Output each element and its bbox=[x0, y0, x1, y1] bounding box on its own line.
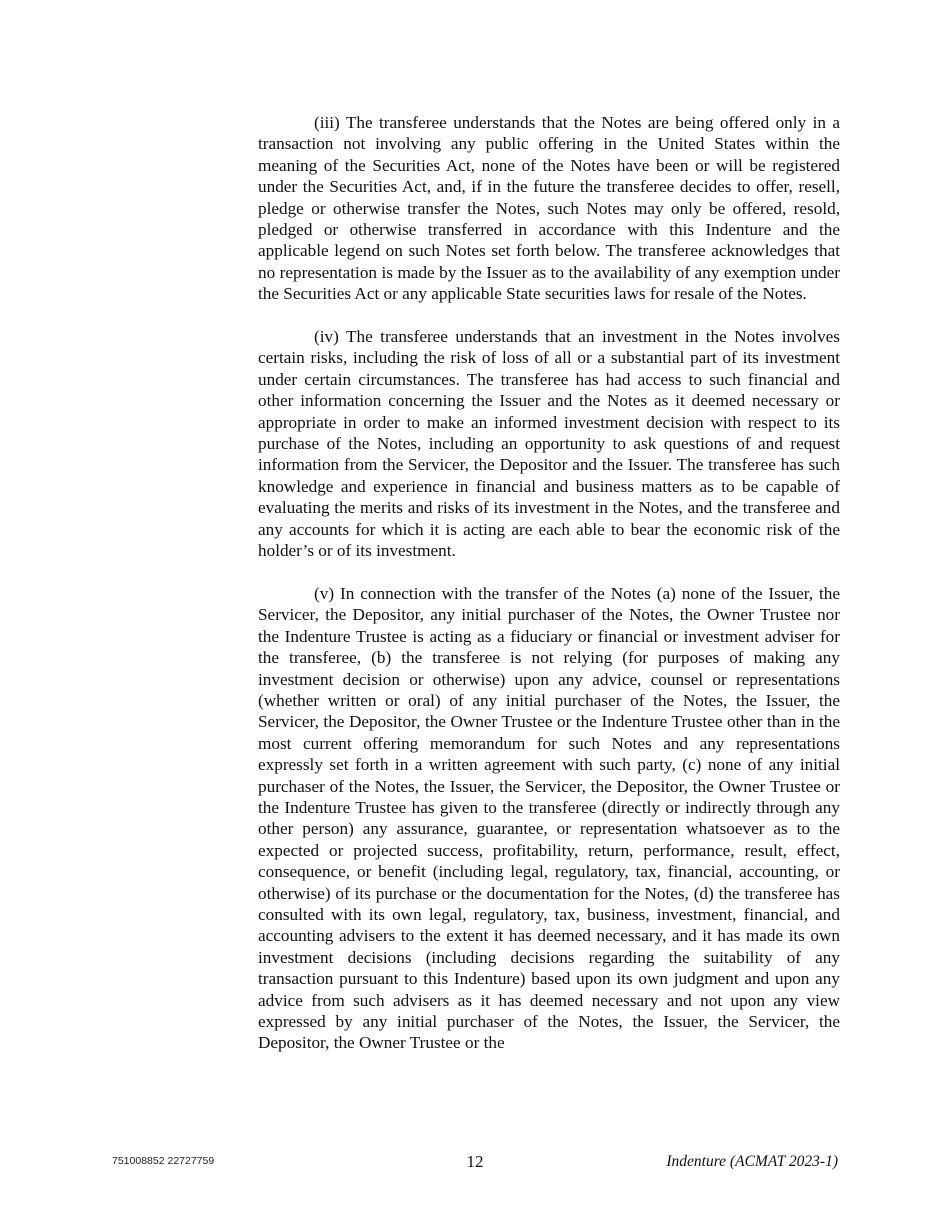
body-text bbox=[258, 112, 840, 1075]
footer-document-title: Indenture (ACMAT 2023-1) bbox=[666, 1153, 838, 1170]
footer-page-number: 12 bbox=[466, 1152, 484, 1171]
paragraph-iii: (iii) The transferee understands that the Notes are being offered only in a transaction not involving any public offering in the United States within the meaning of the Securities Act, none of the Notes have been or will be registered under the Securities Act, and, if in the future the transferee decides to offer, resell, pledge or otherwise transfer the Notes, such Notes may only be offered, resold, pledged or otherwise transferred in accordance with this Indenture and the applicable legend on such Notes set forth below. The transferee acknowledges that no representation is made by the Issuer as to the availability of any exemption under the Securities Act or any applicable State securities laws for resale of the Notes. bbox=[258, 113, 840, 304]
footer-document-id: 751008852 22727759 bbox=[112, 1155, 215, 1167]
paragraph-iv: (iv) The transferee understands that an investment in the Notes involves certain risks, including the risk of loss of all or a substantial part of its investment under certain circumstances. The transferee has had access to such financial and other information concerning the Issuer and the Notes as it deemed necessary or appropriate in order to make an informed investment decision with respect to its purchase of the Notes, including an opportunity to ask questions of and request information from the Servicer, the Depositor and the Issuer. The transferee has such knowledge and experience in financial and business matters as to be capable of evaluating the merits and risks of its investment in the Notes, and the transferee and any accounts for which it is acting are each able to bear the economic risk of the holder’s or of its investment. bbox=[258, 327, 840, 561]
paragraph-v: (v) In connection with the transfer of the Notes (a) none of the Issuer, the Servicer, the Depositor, any initial purchaser of the Notes, the Owner Trustee nor the Indenture Trustee is acting as a fiduciary or financial or investment adviser for the transferee, (b) the transferee is not relying (for purposes of making any investment decision or otherwise) upon any advice, counsel or representations (whether written or oral) of any initial purchaser of the Notes, the Issuer, the Servicer, the Depositor, the Owner Trustee or the Indenture Trustee other than in the most current offering memorandum for such Notes and any representations expressly set forth in a written agreement with such party, (c) none of any initial purchaser of the Notes, the Issuer, the Servicer, the Depositor, the Owner Trustee or the Indenture Trustee has given to the transferee (directly or indirectly through any other person) any assurance, guarantee, or representation whatsoever as to the expected or projected success, profitability, return, performance, result, effect, consequence, or benefit (including legal, regulatory, tax, financial, accounting, or otherwise) of its purchase or the documentation for the Notes, (d) the transferee has consulted with its own legal, regulatory, tax, business, investment, financial, and accounting advisers to the extent it has deemed necessary, and it has made its own investment decisions (including decisions regarding the suitability of any transaction pursuant to this Indenture) based upon its own judgment and upon any advice from such advisers as it has deemed necessary and not upon any view expressed by any initial purchaser of the Notes, the Issuer, the Servicer, the Depositor, the Owner Trustee or the bbox=[258, 583, 840, 1053]
